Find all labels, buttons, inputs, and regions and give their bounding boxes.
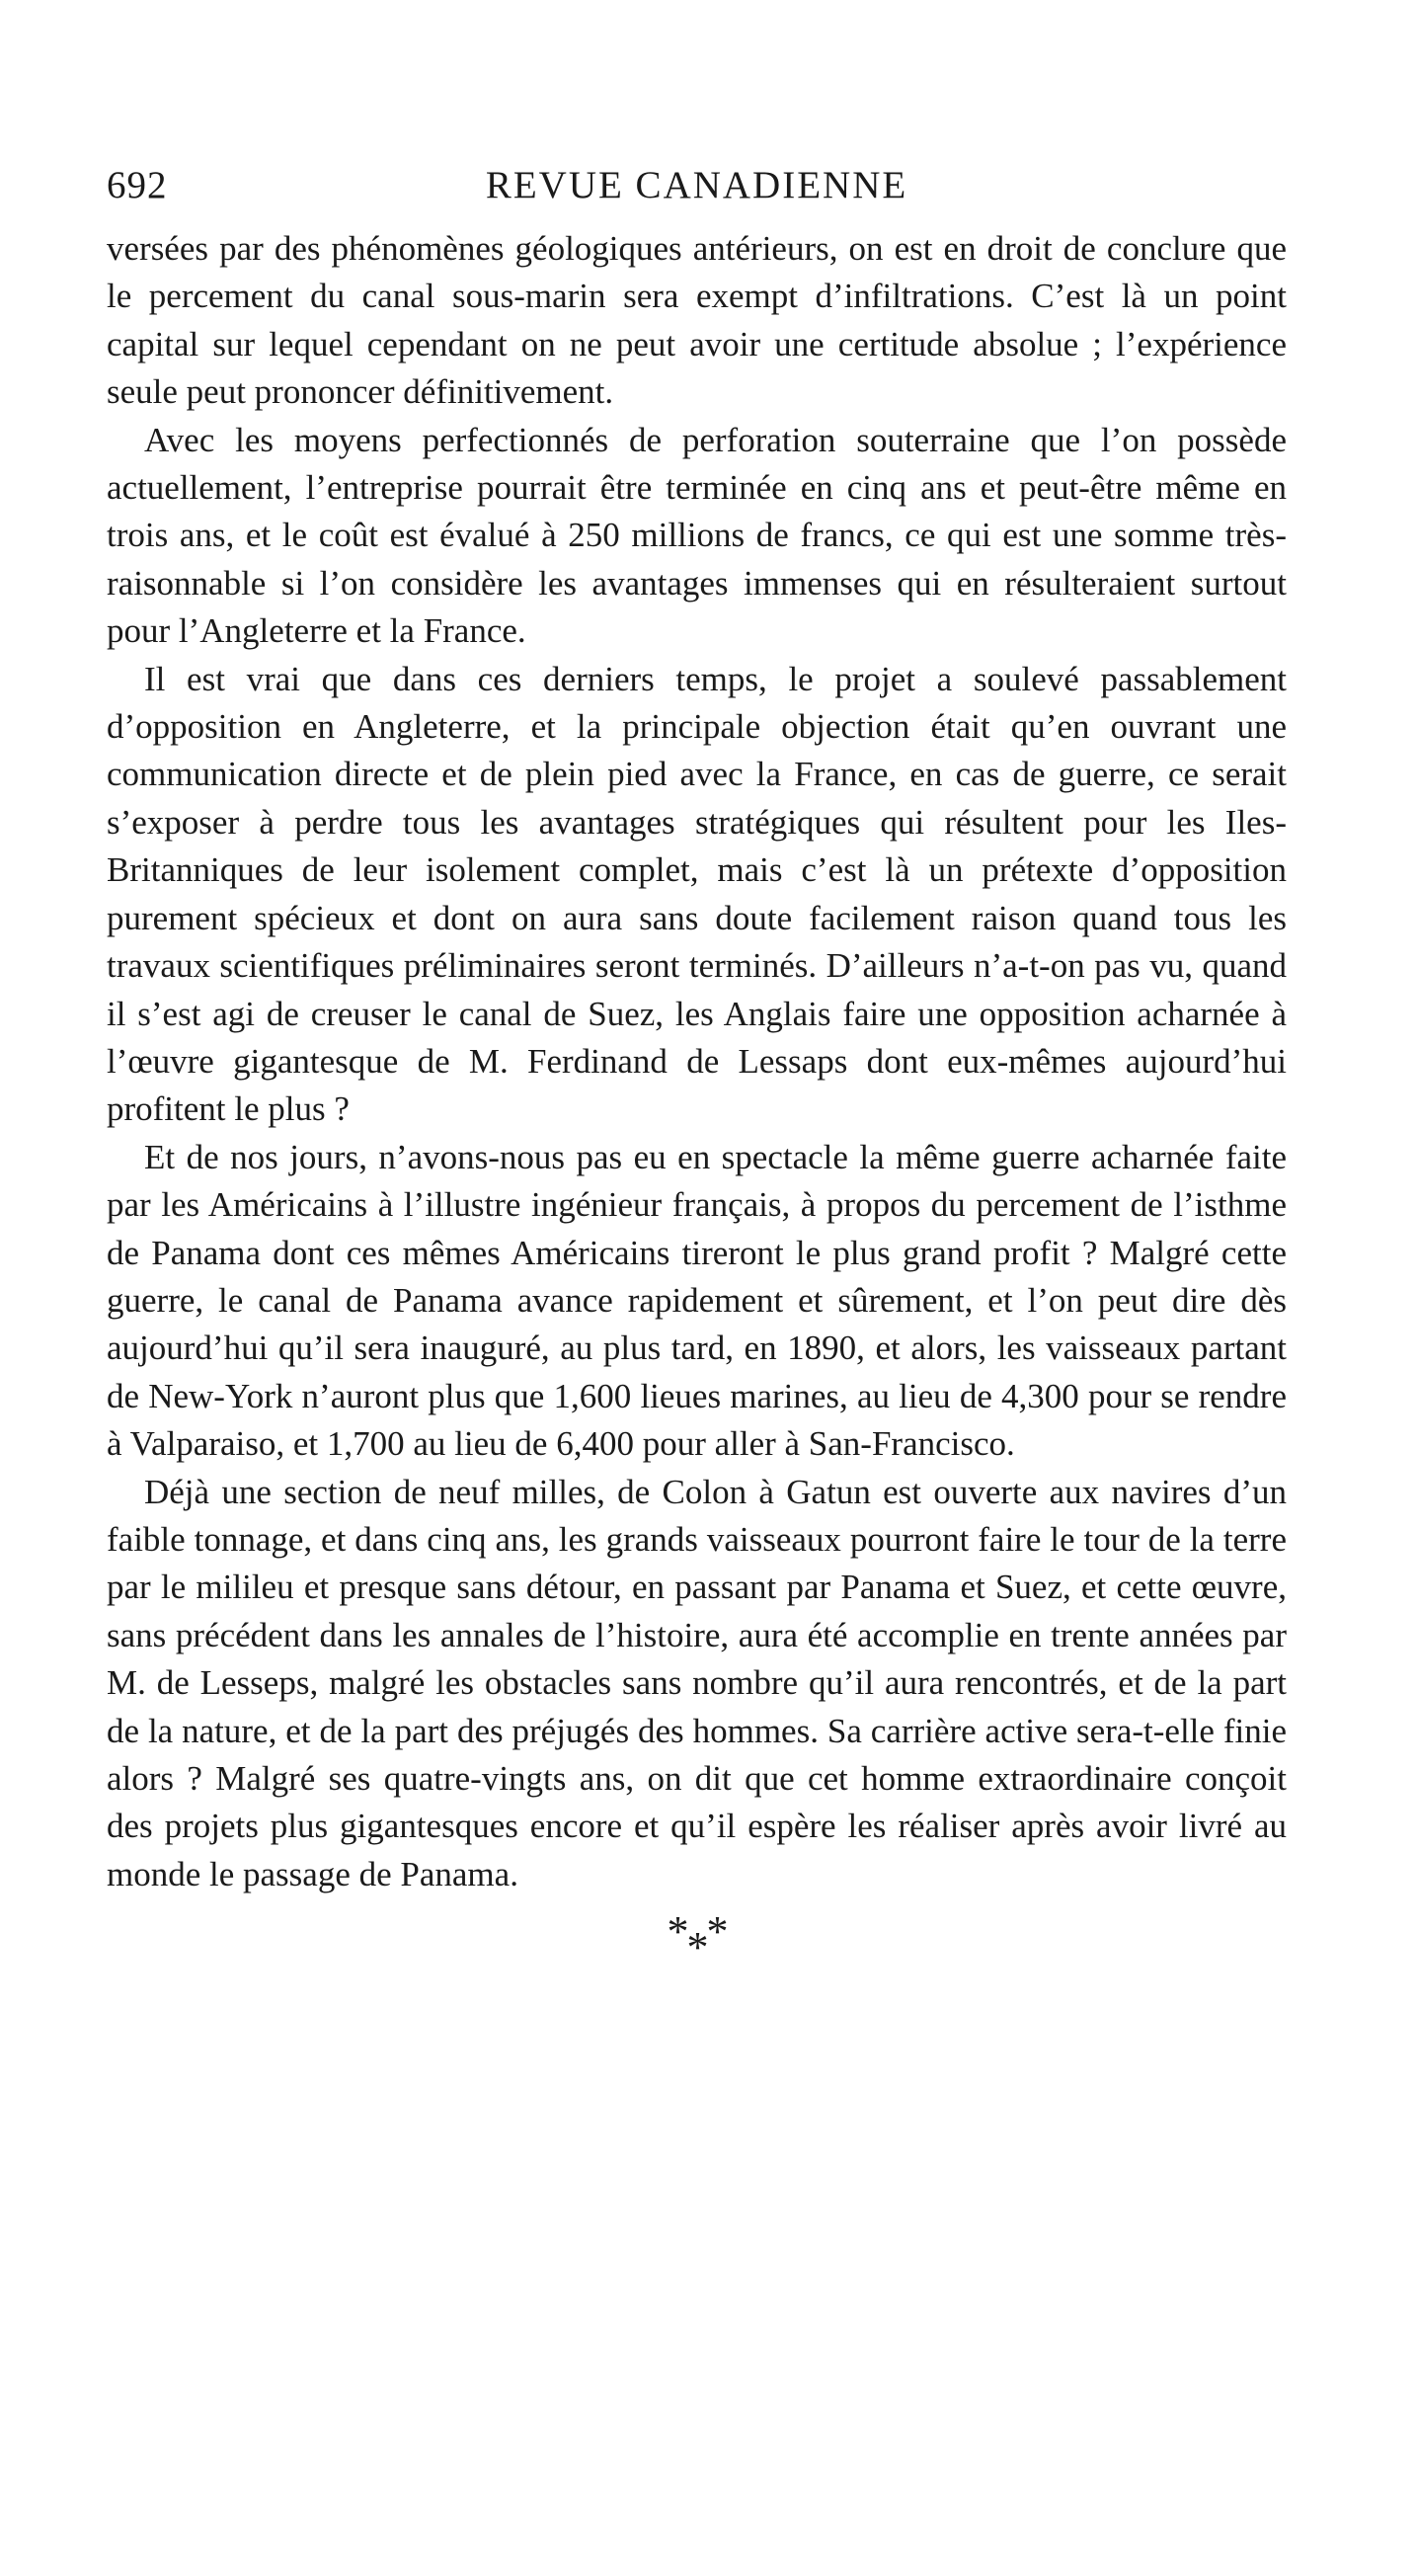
paragraph: Avec les moyens perfectionnés de perforation souterraine que l’on possède actuellement, l’entreprise pourrait être terminée en cinq ans et peut-être même en trois ans, et le coût est évalué à 250 millions de francs, ce qui est une somme très-raisonnable si l’on considère les avantages immenses qui en résulteraient surtout pour l’Angleterre et la France. [107, 420, 1287, 651]
asterisk-right: * [706, 1907, 727, 1957]
page-number: 692 [107, 164, 168, 206]
book-page [107, 158, 1287, 1972]
running-title: REVUE CANADIENNE [485, 164, 908, 206]
paragraph: Déjà une section de neuf milles, de Colon à Gatun est ouverte aux navires d’un faible tonnage, et dans cinq ans, les grands vaisseaux pourront faire le tour de la terre par le milileu et presque sans détour, en passant par Panama et Suez, et cette œuvre, sans précédent dans les annales de l’histoire, aura été accomplie en trente années par M. de Lesseps, malgré les obstacles sans nombre qu’il aura rencontrés, et de la part de la nature, et de la part des préjugés des hommes. Sa carrière active sera-t-elle finie alors ? Malgré ses quatre-vingts ans, on dit que cet homme extraordinaire conçoit des projets plus gigantesques encore et qu’il espère les réaliser après avoir livré au monde le passage de Panama. [107, 1472, 1287, 1893]
asterisk-middle: * [686, 1923, 707, 1972]
body-text [107, 225, 1287, 1898]
paragraph: Il est vrai que dans ces derniers temps, le projet a soulevé passablement d’opposition en Angleterre, et la principale objection était qu’en ouvrant une communication directe et de plein pied avec la France, en cas de guerre, ce serait s’exposer à perdre tous les avantages stratégiques qui résultent pour les Iles-Britanniques de leur isolement complet, mais c’est là un prétexte d’opposition purement spécieux et dont on aura sans doute facilement raison quand tous les travaux scientifiques préliminaires seront terminés. D’ailleurs n’a-t-on pas vu, quand il s’est agi de creuser le canal de Suez, les Anglais faire une opposition acharnée à l’œuvre gigantesque de M. Ferdinand de Lessaps dont eux-mêmes aujourd’hui profitent le plus ? [107, 659, 1287, 1129]
section-separator-asterism [107, 1907, 1287, 1972]
paragraph-continued: versées par des phénomènes géologiques antérieurs, on est en droit de conclure que le percement du canal sous-marin sera exempt d’infiltrations. C’est là un point capital sur lequel cependant on ne peut avoir une certitude absolue ; l’expérience seule peut prononcer définitivement. [107, 229, 1287, 412]
page-header [107, 158, 1287, 213]
asterisk-left: * [667, 1907, 687, 1957]
paragraph: Et de nos jours, n’avons-nous pas eu en spectacle la même guerre acharnée faite par les Américains à l’illustre ingénieur français, à propos du percement de l’isthme de Panama dont ces mêmes Américains tireront le plus grand profit ? Malgré cette guerre, le canal de Panama avance rapidement et sûrement, et l’on peut dire dès aujourd’hui qu’il sera inauguré, au plus tard, en 1890, et alors, les vaisseaux partant de New-York n’auront plus que 1,600 lieues marines, au lieu de 4,300 pour se rendre à Valparaiso, et 1,700 au lieu de 6,400 pour aller à San-Francisco. [107, 1137, 1287, 1464]
